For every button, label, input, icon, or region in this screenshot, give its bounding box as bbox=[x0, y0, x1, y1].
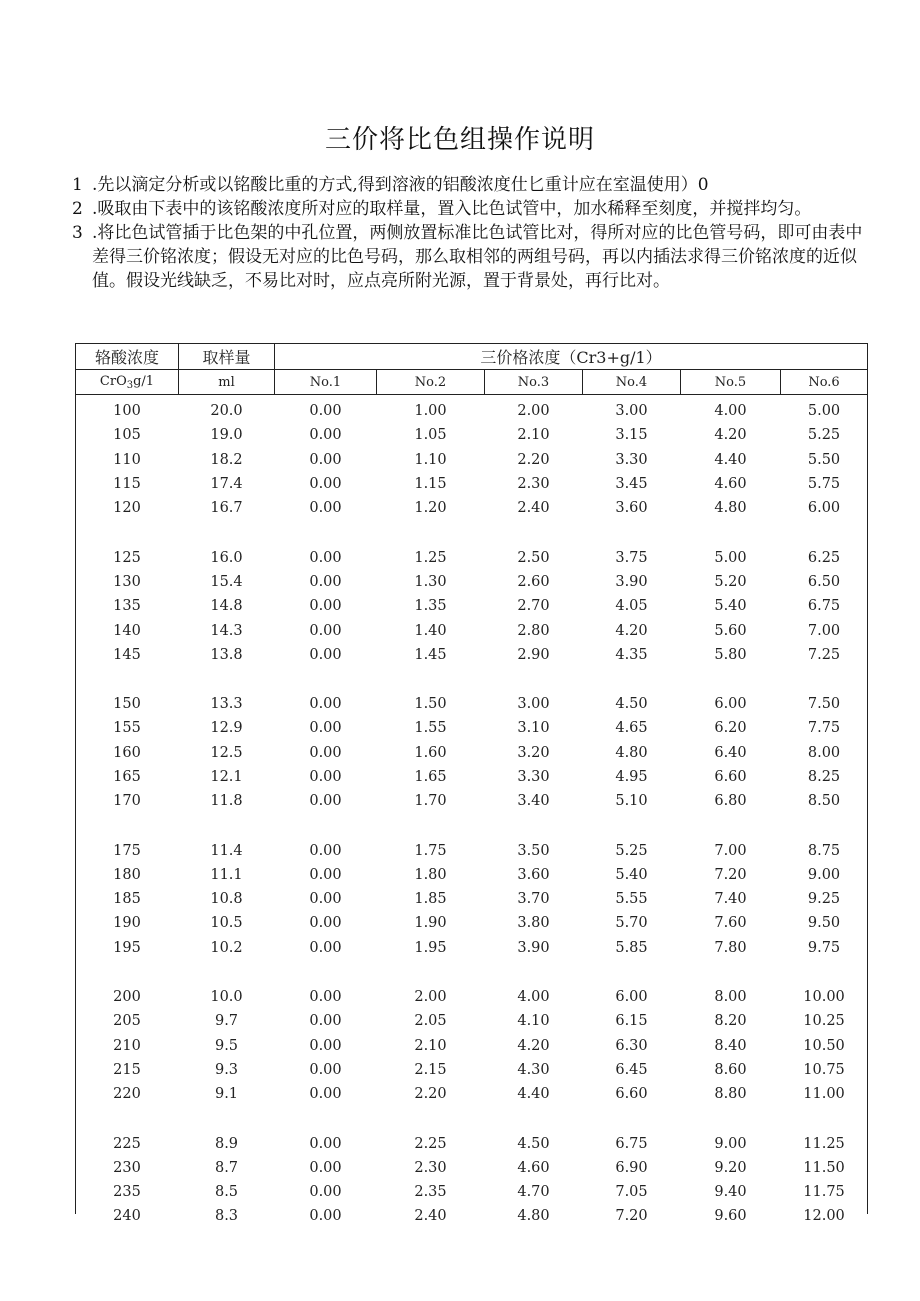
table-cell: 6.80 bbox=[714, 793, 747, 810]
table-row bbox=[76, 1204, 868, 1228]
table-cell: 2.25 bbox=[414, 1135, 447, 1152]
group-spacer-row bbox=[76, 520, 868, 545]
header-tube-5: No.5 bbox=[681, 370, 781, 395]
table-row bbox=[76, 395, 868, 424]
table-cell: 0.00 bbox=[309, 989, 342, 1006]
instruction-item-2 bbox=[72, 197, 872, 221]
table-cell: 2.60 bbox=[517, 573, 550, 590]
table-row bbox=[76, 838, 868, 862]
table-cell: 8.80 bbox=[714, 1086, 747, 1103]
document-title: 三价将比色组操作说明 bbox=[324, 125, 595, 155]
table-row bbox=[76, 594, 868, 618]
table-cell: 14.8 bbox=[210, 598, 243, 615]
table-cell: 3.00 bbox=[517, 696, 550, 713]
table-body bbox=[76, 395, 868, 1229]
table-cell: 170 bbox=[113, 793, 141, 810]
table-row bbox=[76, 1156, 868, 1180]
table-cell: 210 bbox=[113, 1037, 141, 1054]
table-cell: 8.00 bbox=[714, 989, 747, 1006]
table-cell: 125 bbox=[113, 549, 141, 566]
header-trivalent-chromium-group: 三价格浓度（Cr3+g/1） bbox=[275, 344, 868, 370]
table-cell: 5.75 bbox=[807, 476, 841, 493]
table-cell: 10.2 bbox=[210, 939, 243, 956]
table-cell: 185 bbox=[113, 891, 141, 908]
table-cell: 0.00 bbox=[309, 1135, 342, 1152]
header-sample-volume: 取样量 bbox=[179, 344, 275, 370]
table-cell: 0.00 bbox=[309, 915, 342, 932]
table-cell: 1.00 bbox=[414, 403, 447, 420]
table-cell: 7.20 bbox=[714, 866, 747, 883]
table-cell: 9.5 bbox=[214, 1037, 239, 1054]
table-cell: 2.10 bbox=[517, 427, 550, 444]
table-cell: 4.20 bbox=[714, 427, 747, 444]
table-cell: 110 bbox=[113, 451, 141, 468]
table-cell: 4.40 bbox=[714, 451, 747, 468]
table-cell: 4.65 bbox=[615, 720, 648, 737]
table-cell: 0.00 bbox=[309, 720, 342, 737]
table-row bbox=[76, 545, 868, 569]
table-cell: 1.55 bbox=[414, 720, 447, 737]
table-cell: 6.45 bbox=[615, 1061, 648, 1078]
table-cell: 0.00 bbox=[309, 598, 342, 615]
table-row bbox=[76, 448, 868, 472]
instruction-text: .吸取由下表中的该铭酸浓度所对应的取样量，置入比色试管中，加水稀释至刻度，并搅拌均匀。 bbox=[92, 199, 812, 219]
table-cell: 5.85 bbox=[615, 939, 648, 956]
table-cell: 4.50 bbox=[517, 1135, 550, 1152]
table-cell: 12.5 bbox=[210, 744, 243, 761]
table-cell: 120 bbox=[113, 500, 141, 517]
table-cell: 8.25 bbox=[807, 769, 841, 785]
table-cell: 19.0 bbox=[210, 427, 243, 444]
table-cell: 0.00 bbox=[309, 427, 342, 444]
table-cell: 0.00 bbox=[309, 696, 342, 713]
table-cell: 4.80 bbox=[517, 1208, 550, 1225]
table-cell: 12.9 bbox=[210, 720, 243, 737]
table-cell: 6.15 bbox=[615, 1013, 648, 1030]
table-cell: 0.00 bbox=[309, 744, 342, 761]
table-cell: 1.20 bbox=[414, 500, 447, 517]
instruction-item-1 bbox=[72, 173, 872, 197]
table-cell: 7.60 bbox=[714, 915, 747, 932]
table-cell: 7.25 bbox=[807, 646, 841, 663]
table-cell: 1.60 bbox=[414, 744, 447, 761]
table-cell: 3.40 bbox=[517, 793, 550, 810]
table-cell: 15.4 bbox=[210, 573, 243, 590]
table-cell: 4.40 bbox=[517, 1086, 550, 1103]
table-cell: 6.90 bbox=[615, 1159, 648, 1176]
table-cell: 1.65 bbox=[414, 769, 447, 785]
table-cell: 4.20 bbox=[615, 622, 648, 639]
table-row bbox=[76, 716, 868, 740]
table-cell: 215 bbox=[113, 1061, 141, 1078]
table-cell: 5.25 bbox=[615, 842, 648, 859]
table-cell: 190 bbox=[113, 915, 141, 932]
group-spacer-row bbox=[76, 1106, 868, 1131]
group-spacer-row bbox=[76, 813, 868, 838]
table-cell: 4.80 bbox=[714, 500, 747, 517]
table-cell: 5.55 bbox=[615, 891, 648, 908]
table-cell: 10.50 bbox=[803, 1037, 845, 1054]
table-cell: 2.20 bbox=[517, 451, 550, 468]
table-cell: 9.7 bbox=[214, 1013, 239, 1030]
table-cell: 2.20 bbox=[414, 1086, 447, 1103]
table-cell: 9.40 bbox=[714, 1184, 747, 1201]
table-cell: 0.00 bbox=[309, 549, 342, 566]
table-cell: 5.25 bbox=[807, 427, 841, 444]
table-row bbox=[76, 423, 868, 447]
table-cell: 6.60 bbox=[714, 769, 747, 785]
table-cell: 13.8 bbox=[210, 646, 243, 663]
header-row-1 bbox=[76, 344, 868, 370]
table-cell: 1.35 bbox=[414, 598, 447, 615]
table-cell: 0.00 bbox=[309, 793, 342, 810]
table-cell: 115 bbox=[113, 476, 141, 493]
header-unit-volume: ml bbox=[179, 370, 275, 395]
table-row bbox=[76, 618, 868, 642]
table-cell: 205 bbox=[113, 1013, 141, 1030]
table-cell: 4.60 bbox=[714, 476, 747, 493]
table-cell: 10.75 bbox=[803, 1061, 845, 1078]
table-row bbox=[76, 936, 868, 960]
table-cell: 9.60 bbox=[714, 1208, 747, 1225]
table-cell: 9.20 bbox=[714, 1159, 747, 1176]
table-cell: 0.00 bbox=[309, 1208, 342, 1225]
table-cell: 230 bbox=[113, 1159, 141, 1176]
table-cell: 4.95 bbox=[615, 769, 648, 785]
table-cell: 2.90 bbox=[517, 646, 550, 663]
table-cell: 5.50 bbox=[807, 451, 841, 468]
table-cell: 4.50 bbox=[615, 696, 648, 713]
table-cell: 3.10 bbox=[517, 720, 550, 737]
table-cell: 5.00 bbox=[714, 549, 747, 566]
table-cell: 2.30 bbox=[414, 1159, 447, 1176]
table-cell: 20.0 bbox=[210, 403, 243, 420]
table-cell: 8.5 bbox=[214, 1184, 239, 1201]
table-cell: 2.40 bbox=[414, 1208, 447, 1225]
table-cell: 8.9 bbox=[214, 1135, 239, 1152]
table-cell: 4.70 bbox=[517, 1184, 550, 1201]
table-cell: 3.90 bbox=[615, 573, 648, 590]
table-cell: 135 bbox=[113, 598, 141, 615]
table-cell: 9.3 bbox=[214, 1061, 239, 1078]
table-cell: 6.20 bbox=[714, 720, 747, 737]
table-cell: 9.75 bbox=[807, 939, 841, 956]
instruction-text: .将比色试管插于比色架的中孔位置，两侧放置标准比色试管比对，得所对应的比色管号码，即可由表中差得三价铭浓度；假设无对应的比色号码，那么取相邻的两组号码，再以内插法求得三价铭浓度的近似值。假设光线缺乏，不易比对时，应点亮所附光源，置于背景处，再行比对。 bbox=[92, 223, 863, 291]
table-cell: 130 bbox=[113, 573, 141, 590]
table-cell: 1.40 bbox=[414, 622, 447, 639]
table-cell: 18.2 bbox=[210, 451, 243, 468]
table-cell: 7.75 bbox=[807, 720, 841, 737]
table-cell: 3.20 bbox=[517, 744, 550, 761]
table-cell: 3.15 bbox=[615, 427, 648, 444]
table-cell: 11.1 bbox=[210, 866, 243, 883]
table-row bbox=[76, 472, 868, 496]
table-cell: 7.80 bbox=[714, 939, 747, 956]
table-cell: 2.05 bbox=[414, 1013, 447, 1030]
table-cell: 16.0 bbox=[210, 549, 243, 566]
table-cell: 0.00 bbox=[309, 403, 342, 420]
table-cell: 17.4 bbox=[210, 476, 243, 493]
table-cell: 6.30 bbox=[615, 1037, 648, 1054]
table-cell: 4.60 bbox=[517, 1159, 550, 1176]
table-cell: 1.95 bbox=[414, 939, 447, 956]
table-cell: 5.40 bbox=[615, 866, 648, 883]
table-row bbox=[76, 1058, 868, 1082]
table-cell: 6.40 bbox=[714, 744, 747, 761]
table-row bbox=[76, 496, 868, 520]
instruction-text: .先以滴定分析或以铭酸比重的方式,得到溶液的铝酸浓度仕匕重计应在室温使用）0 bbox=[92, 175, 709, 195]
table-cell: 3.75 bbox=[615, 549, 648, 566]
table-cell: 3.60 bbox=[615, 500, 648, 517]
table-cell: 4.30 bbox=[517, 1061, 550, 1078]
table-cell: 9.50 bbox=[807, 915, 841, 932]
table-cell: 235 bbox=[113, 1184, 141, 1201]
table-cell: 10.00 bbox=[803, 989, 845, 1006]
table-cell: 140 bbox=[113, 622, 141, 639]
table-row bbox=[76, 570, 868, 594]
table-row bbox=[76, 1131, 868, 1155]
table-cell: 11.4 bbox=[210, 842, 243, 859]
table-row bbox=[76, 1180, 868, 1204]
table-cell: 175 bbox=[113, 842, 141, 859]
header-tube-4: No.4 bbox=[583, 370, 681, 395]
group-spacer-row bbox=[76, 960, 868, 985]
table-cell: 180 bbox=[113, 866, 141, 883]
table-cell: 2.80 bbox=[517, 622, 550, 639]
table-cell: 5.10 bbox=[615, 793, 648, 810]
table-cell: 7.40 bbox=[714, 891, 747, 908]
table-cell: 16.7 bbox=[210, 500, 243, 517]
table-cell: 0.00 bbox=[309, 1184, 342, 1201]
table-cell: 2.00 bbox=[414, 989, 447, 1006]
table-cell: 2.30 bbox=[517, 476, 550, 493]
table-cell: 0.00 bbox=[309, 622, 342, 639]
table-cell: 1.50 bbox=[414, 696, 447, 713]
table-row bbox=[76, 887, 868, 911]
table-cell: 240 bbox=[113, 1208, 141, 1225]
table-cell: 1.25 bbox=[414, 549, 447, 566]
table-row bbox=[76, 643, 868, 667]
table-cell: 105 bbox=[113, 427, 141, 444]
table-cell: 0.00 bbox=[309, 891, 342, 908]
table-cell: 0.00 bbox=[309, 1159, 342, 1176]
instruction-number: 2 bbox=[72, 199, 83, 219]
table-cell: 3.90 bbox=[517, 939, 550, 956]
table-cell: 10.0 bbox=[210, 989, 243, 1006]
table-cell: 7.50 bbox=[807, 696, 841, 713]
table-cell: 1.10 bbox=[414, 451, 447, 468]
table-cell: 1.05 bbox=[414, 427, 447, 444]
header-tube-1: No.1 bbox=[275, 370, 377, 395]
table-cell: 11.75 bbox=[803, 1184, 845, 1201]
table-cell: 6.75 bbox=[615, 1135, 648, 1152]
table-cell: 2.70 bbox=[517, 598, 550, 615]
table-cell: 5.00 bbox=[807, 403, 841, 420]
group-spacer-row bbox=[76, 667, 868, 692]
table-cell: 8.7 bbox=[214, 1159, 239, 1176]
table-cell: 0.00 bbox=[309, 939, 342, 956]
table-cell: 9.00 bbox=[807, 866, 841, 883]
table-row bbox=[76, 741, 868, 765]
header-tube-3: No.3 bbox=[485, 370, 583, 395]
table-cell: 2.10 bbox=[414, 1037, 447, 1054]
table-cell: 200 bbox=[113, 989, 141, 1006]
table-cell: 0.00 bbox=[309, 1061, 342, 1078]
table-cell: 11.00 bbox=[803, 1086, 845, 1103]
table-cell: 1.45 bbox=[414, 646, 447, 663]
table-cell: 145 bbox=[113, 646, 141, 663]
table-cell: 4.00 bbox=[517, 989, 550, 1006]
table-cell: 2.15 bbox=[414, 1061, 447, 1078]
table-cell: 2.50 bbox=[517, 549, 550, 566]
table-cell: 6.60 bbox=[615, 1086, 648, 1103]
table-cell: 7.00 bbox=[714, 842, 747, 859]
table-cell: 7.05 bbox=[615, 1184, 648, 1201]
table-row bbox=[76, 863, 868, 887]
table-cell: 8.3 bbox=[214, 1208, 239, 1225]
table-cell: 8.00 bbox=[807, 744, 841, 761]
table-cell: 3.70 bbox=[517, 891, 550, 908]
header-unit-concentration: CrO$_3$g/1 bbox=[76, 370, 179, 395]
table-cell: 7.00 bbox=[807, 622, 841, 639]
table-cell: 10.5 bbox=[210, 915, 243, 932]
table-cell: 0.00 bbox=[309, 769, 342, 785]
table-cell: 1.80 bbox=[414, 866, 447, 883]
table-cell: 4.05 bbox=[615, 598, 648, 615]
table-cell: 4.00 bbox=[714, 403, 747, 420]
table-cell: 2.00 bbox=[517, 403, 550, 420]
table-cell: 1.85 bbox=[414, 891, 447, 908]
table-cell: 5.70 bbox=[615, 915, 648, 932]
table-cell: 11.8 bbox=[210, 793, 243, 810]
table-cell: 6.00 bbox=[807, 500, 841, 517]
instruction-number: 1 bbox=[72, 175, 83, 195]
table-cell: 0.00 bbox=[309, 573, 342, 590]
table-cell: 0.00 bbox=[309, 451, 342, 468]
table-cell: 150 bbox=[113, 696, 141, 713]
table-cell: 5.80 bbox=[714, 646, 747, 663]
table-cell: 1.75 bbox=[414, 842, 447, 859]
header-tube-6: No.6 bbox=[781, 370, 868, 395]
table-row bbox=[76, 765, 868, 789]
table-cell: 8.50 bbox=[807, 793, 841, 810]
table-cell: 0.00 bbox=[309, 842, 342, 859]
table-cell: 155 bbox=[113, 720, 141, 737]
table-row bbox=[76, 1009, 868, 1033]
table-cell: 6.25 bbox=[807, 549, 841, 566]
table-cell: 10.25 bbox=[803, 1013, 845, 1030]
table-cell: 10.8 bbox=[210, 891, 243, 908]
table-row bbox=[76, 911, 868, 935]
table-cell: 1.15 bbox=[414, 476, 447, 493]
table-cell: 8.75 bbox=[807, 842, 841, 859]
table-row bbox=[76, 1082, 868, 1106]
table-row bbox=[76, 789, 868, 813]
table-cell: 160 bbox=[113, 744, 141, 761]
table-cell: 0.00 bbox=[309, 476, 342, 493]
table-row bbox=[76, 1034, 868, 1058]
table-cell: 6.00 bbox=[714, 696, 747, 713]
instructions-list bbox=[72, 173, 872, 293]
table-cell: 0.00 bbox=[309, 1013, 342, 1030]
table-cell: 3.45 bbox=[615, 476, 648, 493]
table-cell: 5.60 bbox=[714, 622, 747, 639]
header-tube-2: No.2 bbox=[377, 370, 485, 395]
table-cell: 12.1 bbox=[210, 769, 243, 785]
table-cell: 0.00 bbox=[309, 1086, 342, 1103]
table-cell: 14.3 bbox=[210, 622, 243, 639]
table-cell: 9.00 bbox=[714, 1135, 747, 1152]
table-cell: 3.00 bbox=[615, 403, 648, 420]
table-cell: 3.30 bbox=[615, 451, 648, 468]
table-cell: 9.1 bbox=[214, 1086, 239, 1103]
table-cell: 4.10 bbox=[517, 1013, 550, 1030]
table-cell: 8.20 bbox=[714, 1013, 747, 1030]
table-cell: 3.80 bbox=[517, 915, 550, 932]
header-row-2 bbox=[76, 370, 868, 395]
table-cell: 7.20 bbox=[615, 1208, 648, 1225]
table-cell: 165 bbox=[113, 769, 141, 785]
table-cell: 8.40 bbox=[714, 1037, 747, 1054]
table-cell: 195 bbox=[113, 939, 141, 956]
table-cell: 0.00 bbox=[309, 500, 342, 517]
table-cell: 2.35 bbox=[414, 1184, 447, 1201]
table-row bbox=[76, 985, 868, 1009]
header-chromic-acid-concentration: 辂酸浓度 bbox=[76, 344, 179, 370]
table-cell: 4.20 bbox=[517, 1037, 550, 1054]
table-cell: 5.20 bbox=[714, 573, 747, 590]
table-cell: 3.60 bbox=[517, 866, 550, 883]
table-cell: 1.90 bbox=[414, 915, 447, 932]
table-cell: 13.3 bbox=[210, 696, 243, 713]
table-cell: 11.25 bbox=[803, 1135, 845, 1152]
table-cell: 4.80 bbox=[615, 744, 648, 761]
table-cell: 0.00 bbox=[309, 1037, 342, 1054]
table-row bbox=[76, 692, 868, 716]
table-cell: 11.50 bbox=[803, 1159, 845, 1176]
table-cell: 225 bbox=[113, 1135, 141, 1152]
table-cell: 1.30 bbox=[414, 573, 447, 590]
instruction-number: 3 bbox=[72, 223, 83, 243]
table-cell: 0.00 bbox=[309, 646, 342, 663]
table-cell: 9.25 bbox=[807, 891, 841, 908]
table-cell: 3.30 bbox=[517, 769, 550, 785]
table-cell: 6.50 bbox=[807, 573, 841, 590]
table-cell: 220 bbox=[113, 1086, 141, 1103]
table-cell: 8.60 bbox=[714, 1061, 747, 1078]
table-cell: 6.75 bbox=[807, 598, 841, 615]
table-cell: 100 bbox=[113, 403, 141, 420]
chromium-comparison-table bbox=[75, 343, 868, 1229]
table-cell: 2.40 bbox=[517, 500, 550, 517]
table-cell: 12.00 bbox=[803, 1208, 845, 1225]
instruction-item-3 bbox=[72, 221, 872, 293]
table-cell: 6.00 bbox=[615, 989, 648, 1006]
table-cell: 3.50 bbox=[517, 842, 550, 859]
table-cell: 0.00 bbox=[309, 866, 342, 883]
table-cell: 1.70 bbox=[414, 793, 447, 810]
table-cell: 5.40 bbox=[714, 598, 747, 615]
table-cell: 4.35 bbox=[615, 646, 648, 663]
